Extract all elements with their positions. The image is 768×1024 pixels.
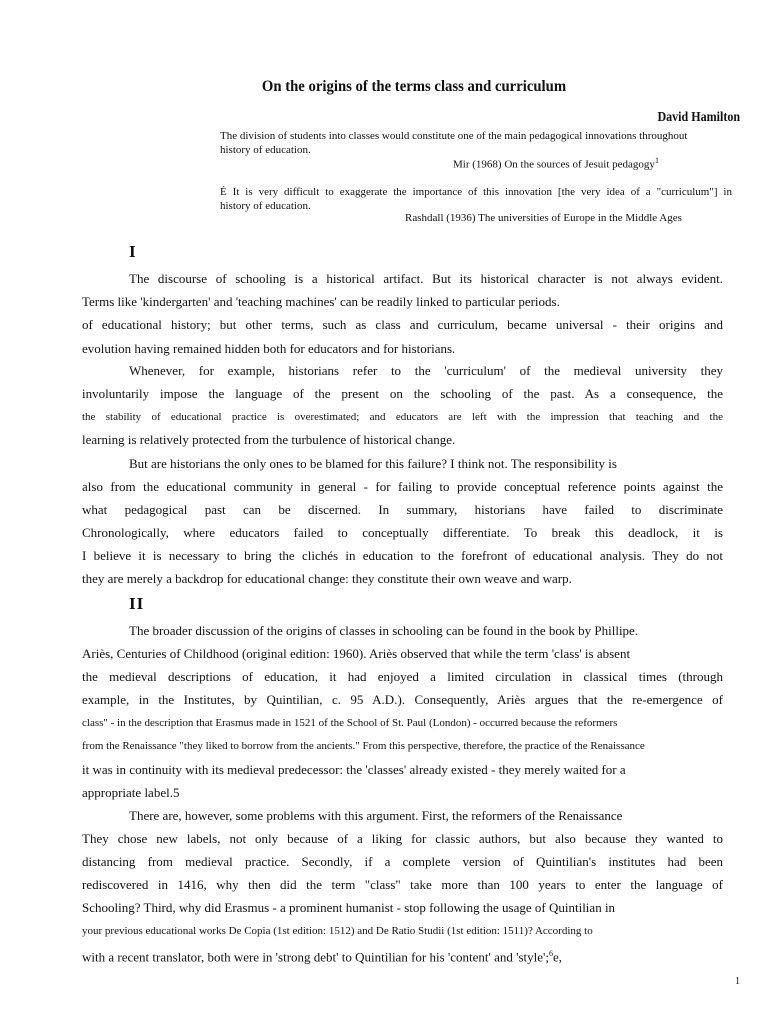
section-2-line-7: it was in continuity with its medieval predecessor: the 'classes' already existed - they merely waited for a — [82, 762, 626, 777]
section-2-line-4: example, in the Institutes, by Quintilian, c. 95 A.D.). Consequently, Ariès argues that the re-emergence of — [82, 692, 723, 707]
author-name: David Hamilton — [657, 110, 740, 125]
section-1-line-1: The discourse of schooling is a historical artifact. But its historical character is not always evident. — [129, 271, 723, 286]
page-number: 1 — [735, 976, 740, 987]
section-heading-1: I — [129, 242, 137, 261]
section-2-line-11: distancing from medieval practice. Secondly, if a complete version of Quintilian's institutes had been — [82, 854, 723, 869]
section-2-line-10: They chose new labels, not only because of a liking for classic authors, but also because they wanted to — [82, 831, 723, 846]
section-2-line-14: your previous educational works De Copia (1st edition: 1512) and De Ratio Studii (1st edition: 1511)? According to — [82, 925, 593, 937]
section-1-line-11: what pedagogical past can be discerned. In summary, historians have failed to discriminate — [82, 502, 723, 517]
epigraph-2-line-1: É It is very difficult to exaggerate the importance of this innovation [the very idea of a "curriculum"] in — [220, 186, 732, 198]
section-1-line-6: involuntarily impose the language of the present on the schooling of the past. As a consequence, the — [82, 386, 723, 401]
section-2-line-13: Schooling? Third, why did Erasmus - a prominent humanist - stop following the usage of Quintilian in — [82, 900, 616, 915]
paper-title: On the origins of the terms class and curriculum — [261, 78, 567, 95]
section-2-line-12: rediscovered in 1416, why then did the term "class" take more than 100 years to enter the language of — [82, 877, 723, 892]
section-1-line-3: of educational history; but other terms, such as class and curriculum, became universal - their origins and — [82, 317, 723, 332]
epigraph-1-line-2: history of education. — [220, 144, 311, 156]
section-2-line-15-text: with a recent translator, both were in 'strong debt' to Quintilian for his 'content' and 'style'; — [82, 949, 549, 965]
section-1-line-4: evolution having remained hidden both for educators and for historians. — [82, 341, 456, 356]
footnote-marker-1: 1 — [654, 156, 659, 165]
section-2-line-8: appropriate label.5 — [82, 785, 180, 800]
section-1-line-8: learning is relatively protected from the turbulence of historical change. — [82, 432, 456, 447]
section-1-line-14: they are merely a backdrop for educational change: they constitute their own weave and warp. — [82, 571, 572, 586]
section-1-line-7: the stability of educational practice is overestimated; and educators are left with the impression that teaching and the — [82, 411, 723, 423]
section-1-line-10: also from the educational community in general - for failing to provide conceptual reference points against the — [82, 479, 723, 494]
section-2-line-5: class" - in the description that Erasmus made in 1521 of the School of St. Paul (London) - occurred because the reformers — [82, 717, 618, 729]
section-1-line-12: Chronologically, where educators failed to conceptually differentiate. To break this deadlock, it is — [82, 525, 723, 540]
section-heading-2: II — [129, 594, 145, 613]
section-2-line-15-tail: e, — [552, 949, 563, 965]
section-2-line-2: Ariès, Centuries of Childhood (original edition: 1960). Ariès observed that while the term 'class' is absent — [82, 646, 631, 661]
section-1-line-2: Terms like 'kindergarten' and 'teaching machines' can be readily linked to particular periods. — [82, 294, 560, 309]
epigraph-1-source-text: Mir (1968) On the sources of Jesuit pedagogy — [453, 158, 655, 171]
section-2-line-15 — [82, 946, 723, 965]
section-2-line-3: the medieval descriptions of education, it had enjoyed a limited circulation in classical times (through — [82, 669, 723, 684]
epigraph-1-line-1: The division of students into classes would constitute one of the main pedagogical innovations throughout — [220, 130, 688, 142]
section-1-line-5: Whenever, for example, historians refer to the 'curriculum' of the medieval university they — [129, 363, 723, 378]
section-1-line-13: I believe it is necessary to bring the clichés in education to the forefront of educational analysis. They do not — [82, 548, 723, 563]
footnote-marker-6: 6 — [548, 949, 553, 958]
section-1-line-9: But are historians the only ones to be blamed for this failure? I think not. The responsibility is — [129, 456, 617, 471]
section-2-line-6: from the Renaissance "they liked to borrow from the ancients." From this perspective, therefore, the practice of the Renaissance — [82, 740, 645, 752]
epigraph-2-line-2: history of education. — [220, 200, 311, 212]
section-2-line-9: There are, however, some problems with this argument. First, the reformers of the Renaissance — [129, 808, 623, 823]
epigraph-2-source: Rashdall (1936) The universities of Europe in the Middle Ages — [405, 212, 682, 224]
section-2-line-1: The broader discussion of the origins of classes in schooling can be found in the book by Phillipe. — [129, 623, 639, 638]
epigraph-1-source — [453, 156, 659, 171]
